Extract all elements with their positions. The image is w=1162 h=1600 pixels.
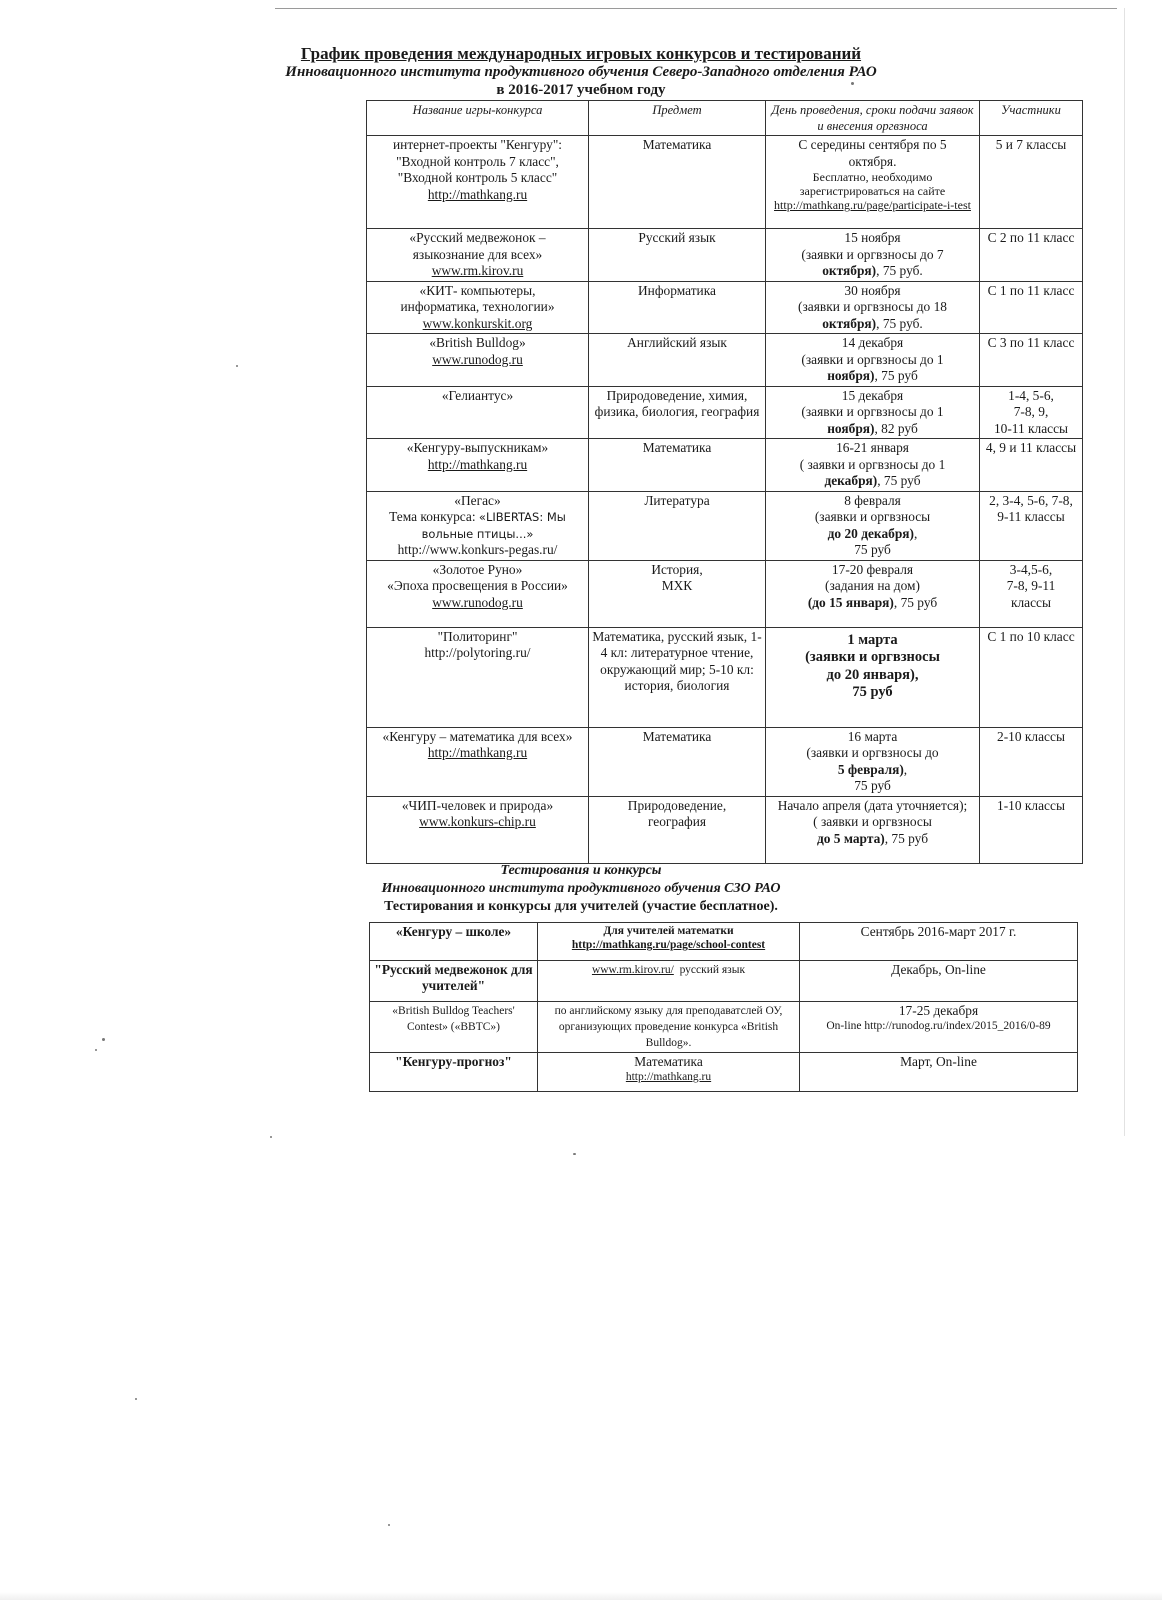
scan-edge-bottom — [0, 1592, 1162, 1600]
contest-name: «Пегас» — [454, 492, 501, 508]
contest-name: информатика, технологии» — [400, 299, 555, 314]
contest-name-cell — [367, 281, 589, 334]
contest-name: «Русский медвежонок – — [409, 230, 546, 245]
description-text: Математика — [634, 1054, 703, 1069]
participants-cell: 1-10 классы — [980, 796, 1083, 863]
table-row — [367, 796, 1083, 863]
schedule-table — [366, 100, 1083, 864]
deadline-text: ( заявки и оргвзносы до 1 — [799, 456, 946, 472]
date-bold-text: до 20 января), — [826, 666, 919, 683]
date-text: октября. — [848, 153, 897, 169]
participants-cell: С 3 по 11 класс — [980, 334, 1083, 387]
table-row — [367, 727, 1083, 796]
table-row — [370, 1002, 1078, 1053]
contest-name-cell — [367, 386, 589, 439]
participants-cell: 4, 9 и 11 классы — [980, 439, 1083, 492]
fee-text: , 75 руб — [884, 830, 929, 846]
date-text: 17-25 декабря — [898, 1003, 979, 1018]
date-text: 30 ноября — [844, 282, 901, 298]
fee-amount: 75 руб — [854, 542, 891, 557]
participants-text: 10-11 классы — [993, 420, 1069, 436]
scan-speck — [388, 1524, 390, 1526]
contest-name-cell: «British Bulldog Teachers' Contest» («BBTC») — [370, 1002, 538, 1053]
description-text: русский язык — [673, 964, 746, 976]
date-cell — [766, 281, 980, 334]
deadline-date: ноября) — [827, 368, 875, 383]
page-subtitle: Инновационного института продуктивного обучения Северо-Западного отделения РАО — [285, 64, 877, 80]
column-header: Предмет — [589, 101, 766, 136]
contest-name-cell: "Русский медвежонок для учителей" — [370, 961, 538, 1002]
table-row — [367, 281, 1083, 334]
subject-cell: Математика — [589, 439, 766, 492]
date-cell: Март, On-line — [800, 1053, 1078, 1092]
table-row — [367, 386, 1083, 439]
description-cell — [538, 923, 800, 961]
contest-link[interactable]: www.rm.kirov.ru — [431, 263, 524, 278]
contest-link[interactable]: http://polytoring.ru/ — [424, 645, 531, 660]
fee-text: , 82 руб — [874, 420, 918, 436]
date-cell — [766, 727, 980, 796]
table-row — [367, 627, 1083, 727]
contest-name-cell — [367, 796, 589, 863]
table-row — [370, 1053, 1078, 1092]
fee-text: , 75 руб — [877, 473, 921, 488]
subject-cell: Математика — [589, 136, 766, 229]
column-header: Название игры-конкурса — [367, 101, 589, 136]
scan-speck — [135, 1398, 137, 1400]
contest-name-cell — [367, 560, 589, 627]
date-bold-text: 75 руб — [852, 684, 893, 700]
contest-name: «British Bulldog» — [429, 335, 526, 350]
table-row — [370, 961, 1078, 1002]
date-cell: Декабрь, On-line — [800, 961, 1078, 1002]
date-subtext: (задания на дом) — [825, 578, 920, 593]
subject-cell: Литература — [589, 491, 766, 560]
participants-cell: С 2 по 11 класс — [980, 229, 1083, 282]
date-text: 15 декабря — [841, 387, 904, 403]
scan-speck — [95, 1049, 97, 1051]
table-row — [367, 136, 1083, 229]
contest-name-cell — [367, 136, 589, 229]
participants-text: 3-4,5-6, — [1009, 561, 1053, 577]
subject-cell: Английский язык — [589, 334, 766, 387]
date-note: зарегистрироваться на сайте — [799, 184, 946, 198]
contest-name: «Эпоха просвещения в России» — [387, 578, 568, 593]
contest-link[interactable]: http://mathkang.ru — [427, 456, 528, 472]
contest-link[interactable]: www.runodog.ru — [432, 594, 523, 610]
participants-cell: 5 и 7 классы — [980, 136, 1083, 229]
deadline-text: (заявки и оргвзносы до 1 — [801, 404, 944, 419]
scan-edge-right — [1124, 8, 1125, 1136]
date-cell — [766, 560, 980, 627]
subject-cell: Природоведение, химия, физика, биология, география — [589, 386, 766, 439]
date-text: 8 февраля — [844, 492, 901, 508]
participants-cell: С 1 по 10 класс — [980, 627, 1083, 727]
description-link[interactable]: www.rm.kirov.ru/ — [591, 964, 674, 976]
section-title: Тестирования и конкурсы — [500, 863, 662, 878]
scan-speck — [851, 82, 854, 85]
date-cell — [766, 439, 980, 492]
contest-link[interactable]: www.konkurskit.org — [422, 315, 533, 331]
date-text: 14 декабря — [841, 335, 904, 350]
table-row — [367, 439, 1083, 492]
subject-cell: Математика — [589, 727, 766, 796]
contest-name-cell — [367, 627, 589, 727]
contest-name-cell: «Кенгуру – школе» — [370, 923, 538, 961]
contest-name-cell — [367, 491, 589, 560]
date-cell — [766, 386, 980, 439]
contest-name: "Политоринг" — [437, 628, 518, 644]
subject-cell: Информатика — [589, 281, 766, 334]
scan-speck — [236, 365, 238, 367]
fee-amount: 75 руб — [854, 778, 891, 793]
contest-link[interactable]: http://mathkang.ru — [427, 186, 528, 202]
description-text: Для учителей математки — [603, 925, 734, 937]
deadline-text: (заявки и оргвзносы до — [806, 745, 939, 760]
deadline-date: до 20 декабря) — [827, 525, 914, 541]
contest-name: "Входной контроль 5 класс" — [397, 170, 558, 185]
contest-link[interactable]: http://www.konkurs-pegas.ru/ — [397, 542, 558, 557]
participants-cell: 2-10 классы — [980, 727, 1083, 796]
date-text: 15 ноября — [844, 230, 901, 245]
section-note: Тестирования и конкурсы для учителей (участие бесплатное). — [384, 899, 778, 914]
subject-text: география — [647, 814, 707, 829]
date-cell — [800, 1002, 1078, 1053]
participants-text: 7-8, 9-11 — [1006, 578, 1056, 593]
deadline-text: (заявки и оргвзносы до 1 — [801, 351, 944, 367]
date-cell — [766, 334, 980, 387]
description-cell: по английскому языку для преподаватслей ОУ, организующих проведение конкурса «British Bulldog». — [538, 1002, 800, 1053]
date-text: 16-21 января — [836, 440, 909, 455]
date-note: Бесплатно, необходимо — [812, 170, 933, 184]
fee-text: , 75 руб — [874, 368, 918, 383]
subject-text: Природоведение, — [627, 797, 727, 813]
subject-cell: Русский язык — [589, 229, 766, 282]
contest-link[interactable]: http://mathkang.ru — [427, 745, 528, 760]
contest-name-cell: "Кенгуру-прогноз" — [370, 1053, 538, 1092]
subject-text: История, — [651, 561, 703, 577]
contest-name: «КИТ- компьютеры, — [419, 282, 536, 298]
scan-speck — [573, 1153, 576, 1155]
deadline-date: декабря) — [824, 473, 878, 488]
participants-text: 7-8, 9, — [1013, 404, 1049, 419]
date-cell — [766, 627, 980, 727]
scan-speck — [102, 1038, 105, 1041]
participants-text: 1-4, 5-6, — [1008, 387, 1054, 403]
contest-name: «Гелиантус» — [441, 387, 514, 403]
column-header: День проведения, сроки подачи заявок и внесения оргвзноса — [766, 101, 980, 136]
deadline-text: (заявки и оргвзносы до 18 — [798, 299, 947, 314]
date-text: Начало апреля (дата уточняется); — [777, 797, 968, 813]
fee-text: , — [913, 525, 918, 541]
subject-cell: Математика, русский язык, 1-4 кл: литературное чтение, окружающий мир; 5-10 кл: история, биология — [589, 627, 766, 727]
participants-cell — [980, 560, 1083, 627]
fee-text: , 75 руб. — [876, 315, 923, 331]
fee-text: , 75 руб. — [876, 263, 923, 278]
participants-cell — [980, 386, 1083, 439]
date-cell — [766, 136, 980, 229]
contest-name: интернет-проекты "Кенгуру": — [392, 137, 563, 152]
date-text: С середины сентября по 5 — [798, 137, 947, 152]
contest-name: «Золотое Руно» — [432, 561, 523, 577]
column-header: Участники — [980, 101, 1083, 136]
deadline-text: (заявки и оргвзносы до 7 — [801, 246, 944, 262]
date-bold-text: (заявки и оргвзносы — [805, 649, 940, 665]
deadline-date: (до 15 января) — [807, 594, 894, 610]
deadline-date: 5 февраля) — [837, 761, 904, 777]
registration-link[interactable]: http://mathkang.ru/page/participate-i-test — [774, 198, 971, 212]
subject-cell — [589, 560, 766, 627]
contest-link[interactable]: www.runodog.ru — [432, 351, 523, 367]
theme-label: Тема конкурса: — [389, 509, 479, 524]
date-bold-text: 1 марта — [847, 631, 898, 648]
deadline-text: ( заявки и оргвзносы — [813, 814, 932, 829]
contest-name-cell — [367, 334, 589, 387]
date-text: 17-20 февраля — [831, 561, 914, 577]
deadline-date: ноября) — [827, 420, 875, 436]
teachers-table — [369, 922, 1078, 1092]
description-link[interactable]: http://mathkang.ru/page/school-contest — [571, 939, 766, 951]
date-cell — [766, 491, 980, 560]
table-row — [367, 491, 1083, 560]
fee-text: , — [903, 761, 908, 777]
contest-name: "Входной контроль 7 класс", — [396, 153, 559, 169]
date-link[interactable]: On-line http://runodog.ru/index/2015_2016/0-89 — [826, 1020, 1051, 1032]
description-cell — [538, 1053, 800, 1092]
page-title: График проведения международных игровых конкурсов и тестирований — [300, 44, 862, 63]
table-row — [367, 334, 1083, 387]
scan-edge-top — [275, 8, 1117, 9]
table-row — [367, 229, 1083, 282]
description-link[interactable]: http://mathkang.ru — [625, 1071, 712, 1083]
participants-cell: 2, 3-4, 5-6, 7-8, 9-11 классы — [980, 491, 1083, 560]
description-cell — [538, 961, 800, 1002]
section-subtitle: Инновационного института продуктивного обучения СЗО РАО — [381, 881, 781, 896]
table-header-row — [367, 101, 1083, 136]
date-cell — [766, 796, 980, 863]
contest-name-cell — [367, 439, 589, 492]
deadline-date: до 5 марта) — [816, 830, 885, 846]
contest-name: языкознание для всех» — [412, 246, 543, 262]
contest-link[interactable]: www.konkurs-chip.ru — [419, 814, 536, 829]
fee-text: , 75 руб — [893, 594, 938, 610]
participants-cell: С 1 по 11 класс — [980, 281, 1083, 334]
table-row — [370, 923, 1078, 961]
theme-value: «LIBERTAS: Мы вольные птицы...» — [421, 510, 566, 541]
date-cell: Сентябрь 2016-март 2017 г. — [800, 923, 1078, 961]
date-text: 16 марта — [847, 728, 898, 744]
deadline-text: (заявки и оргвзносы — [814, 509, 931, 524]
scan-speck — [270, 1136, 272, 1138]
subject-cell — [589, 796, 766, 863]
deadline-date: октября) — [822, 263, 877, 278]
date-cell — [766, 229, 980, 282]
deadline-date: октября) — [822, 315, 877, 331]
contest-name: «ЧИП-человек и природа» — [401, 797, 554, 813]
page-year: в 2016-2017 учебном году — [496, 82, 666, 98]
participants-text: классы — [1010, 594, 1051, 610]
contest-name: «Кенгуру – математика для всех» — [382, 728, 573, 744]
table-row — [367, 560, 1083, 627]
contest-name-cell — [367, 229, 589, 282]
subject-text: МХК — [661, 578, 693, 593]
contest-name-cell — [367, 727, 589, 796]
contest-name: «Кенгуру-выпускникам» — [406, 440, 549, 455]
